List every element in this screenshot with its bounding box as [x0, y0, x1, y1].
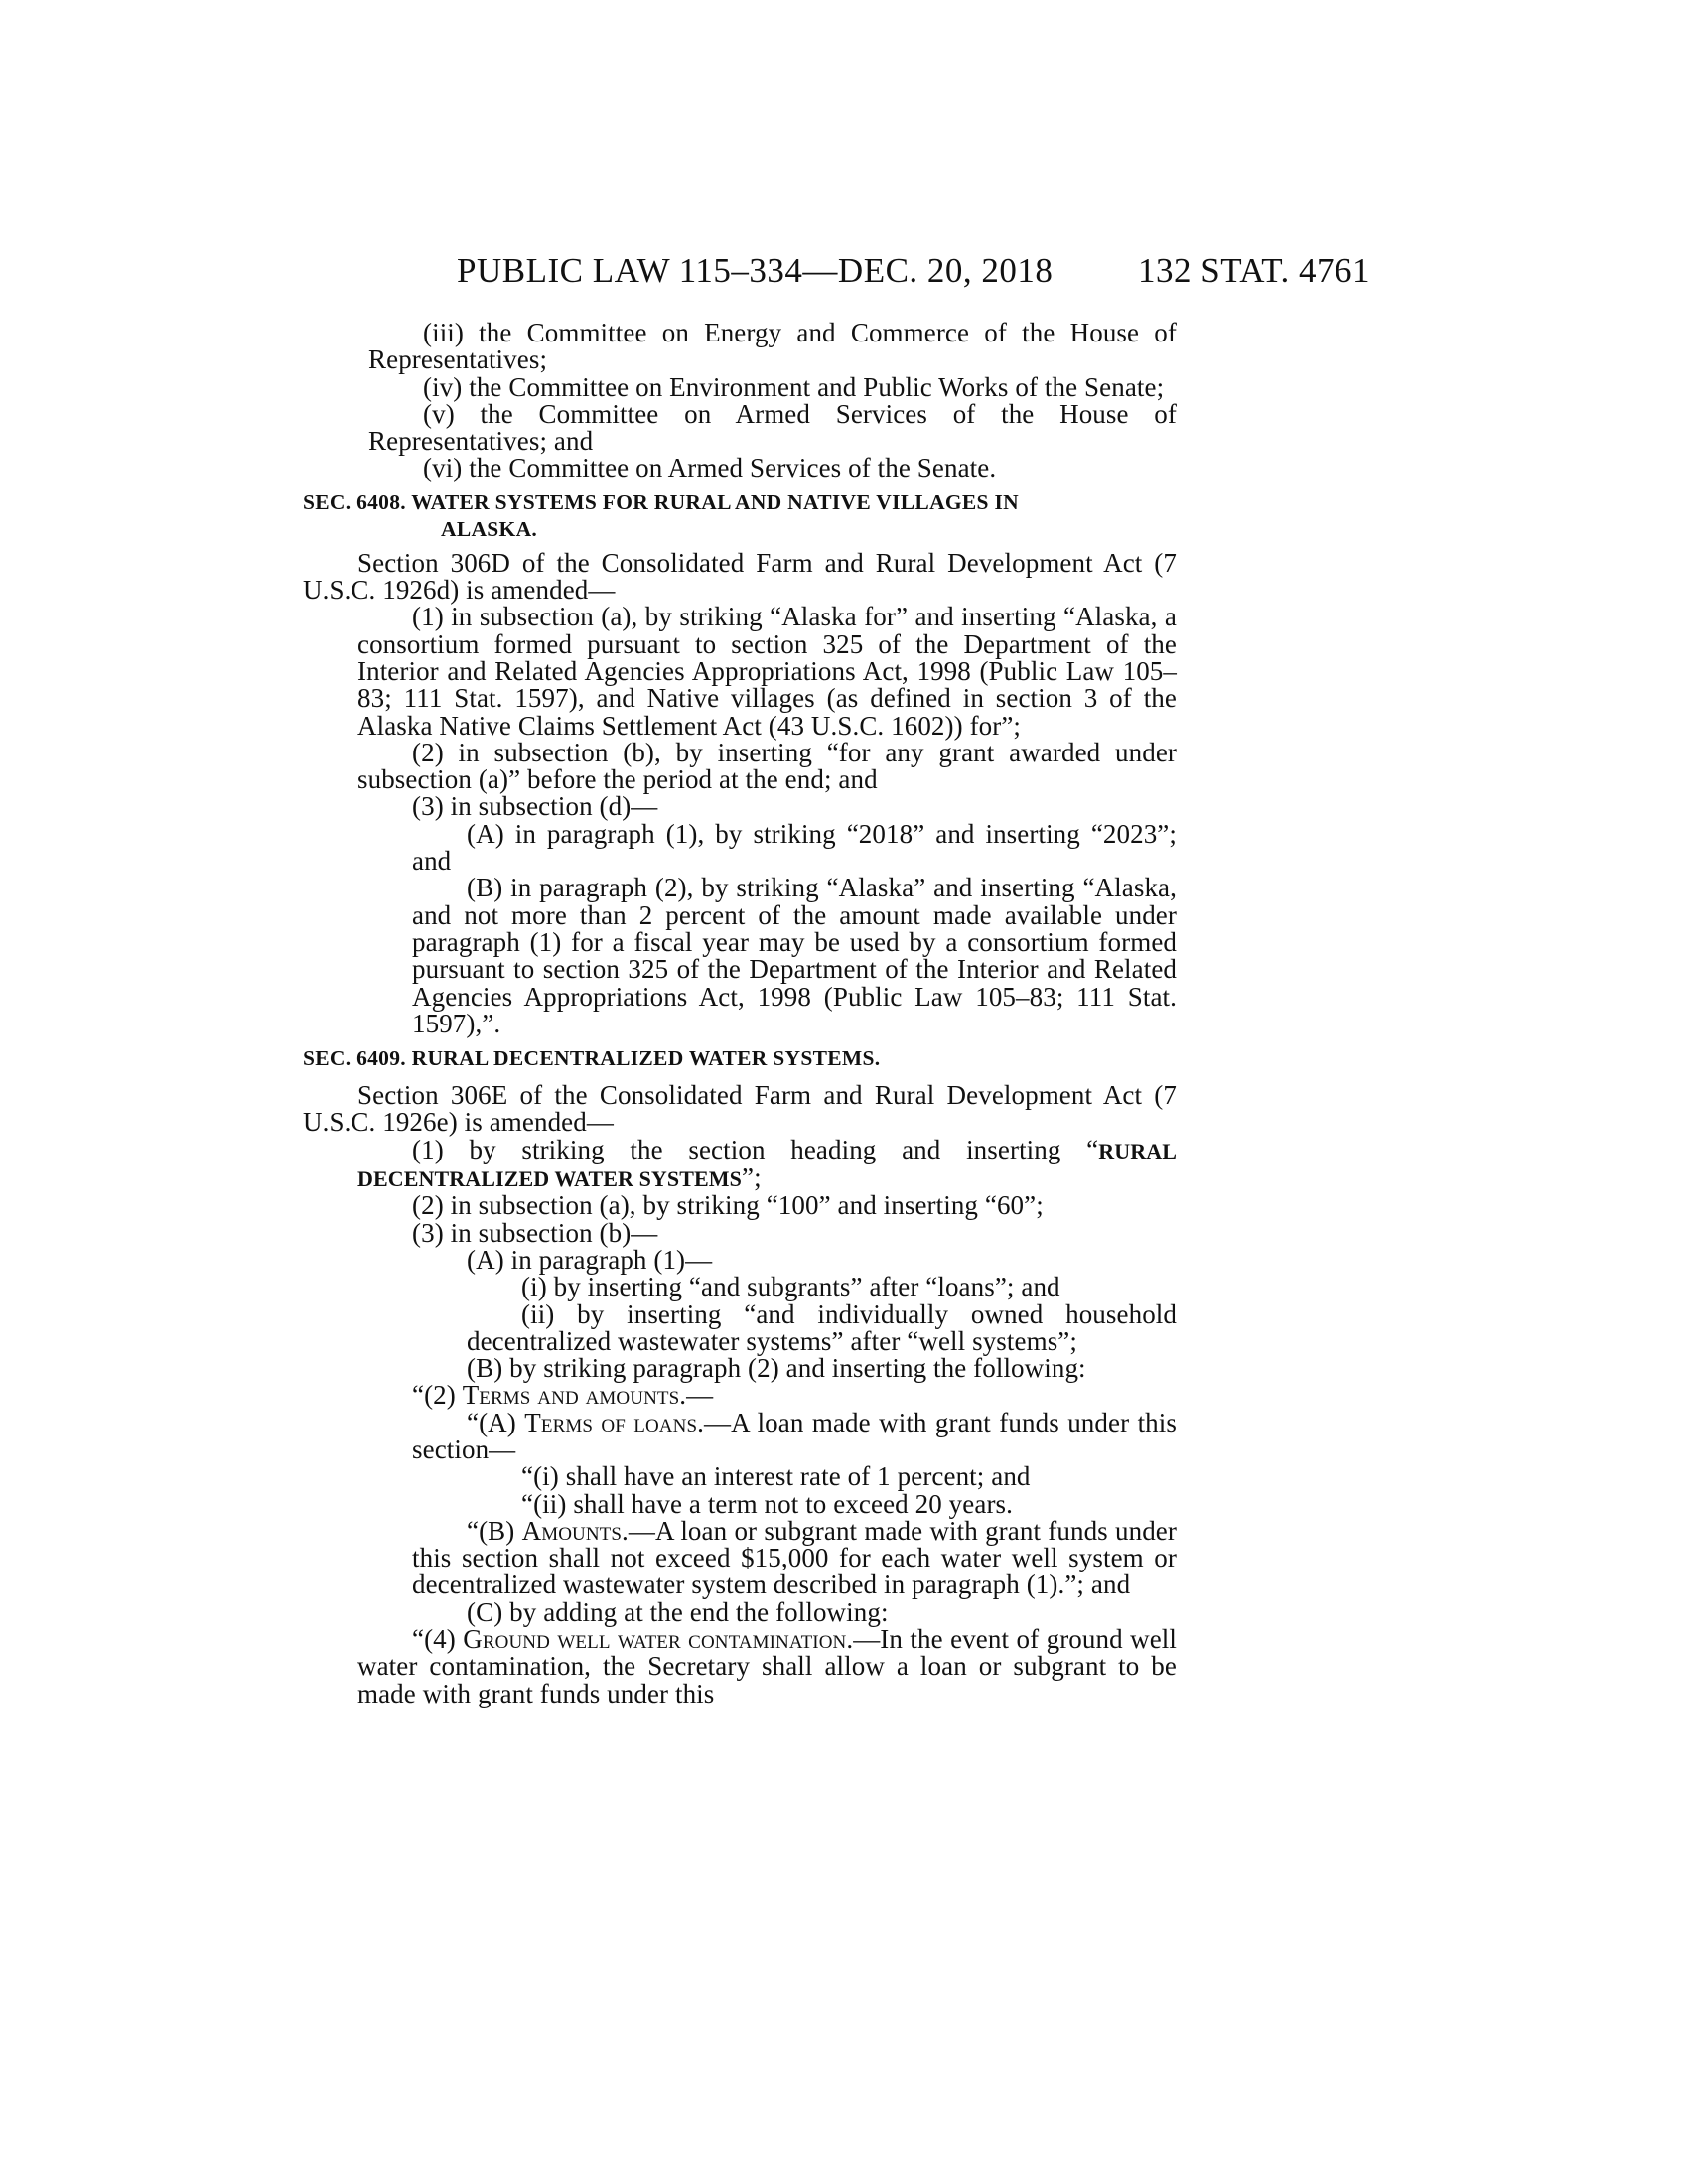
paragraph-text: ”;: [742, 1162, 762, 1193]
header-title: PUBLIC LAW 115–334—DEC. 20, 2018: [457, 251, 1054, 290]
paragraph: (C) by adding at the end the following:: [467, 1596, 889, 1627]
paragraph: (iv) the Committee on Environment and Public Works of the Senate;: [423, 371, 1165, 402]
paragraph: (2) in subsection (b), by inserting “for any grant awarded under subsection (a)” before the period at the end; and: [357, 737, 1177, 795]
paragraph-text: “(A): [467, 1407, 525, 1437]
paragraph: Section 306D of the Consolidated Farm and Rural Development Act (7 U.S.C. 1926d) is amended—: [303, 547, 1177, 606]
paragraph-text: .—A loan or subgrant made with grant funds under this section shall not exceed $15,000 for each water well system or decentralized wastewater system described in paragraph (1).”; and: [412, 1515, 1177, 1600]
paragraph: “(ii) shall have a term not to exceed 20 years.: [521, 1488, 1013, 1519]
section-heading: [303, 1045, 1177, 1072]
paragraph: (3) in subsection (d)—: [412, 791, 658, 822]
paragraph: (B) by striking paragraph (2) and inserting the following:: [467, 1353, 1086, 1384]
paragraph: (B) in paragraph (2), by striking “Alaska” and inserting “Alaska, and not more than 2 percent of the amount made available under paragraph (1) for a fiscal year may be used by a consortium formed pursuant to section 325 of the Department of the Interior and Related Agencies Appropriations Act, 1998 (Public Law 105–83; 111 Stat. 1597),”.: [412, 873, 1177, 1038]
paragraph-text: .—In the event of ground well water contamination, the Secretary shall allow a loan or subgrant to be made with grant funds under this: [357, 1624, 1177, 1708]
paragraph: (i) by inserting “and subgrants” after “loans”; and: [521, 1272, 1060, 1302]
paragraph-text: (1) by striking the section heading and inserting “: [412, 1134, 1099, 1164]
small-caps-heading: Ground well water contamination: [463, 1624, 847, 1655]
paragraph: [412, 1407, 1177, 1464]
section-heading-continuation: ALASKA.: [441, 516, 538, 541]
paragraph: (2) in subsection (a), by striking “100” and inserting “60”;: [412, 1190, 1044, 1221]
paragraph-text: “(B): [467, 1515, 522, 1546]
paragraph: (A) in paragraph (1), by striking “2018” and inserting “2023”; and: [412, 818, 1177, 877]
section-heading: [303, 489, 1177, 543]
paragraph: [412, 1382, 1177, 1409]
small-caps-heading: Amounts: [521, 1515, 623, 1546]
paragraph: (ii) by inserting “and individually owned household decentralized wastewater systems” after “well systems”;: [467, 1298, 1177, 1356]
section-heading-line: SEC. 6409. RURAL DECENTRALIZED WATER SYSTEMS.: [303, 1046, 881, 1071]
paragraph: [412, 1515, 1177, 1600]
paragraph: (iii) the Committee on Energy and Commerce of the House of Representatives;: [368, 318, 1177, 375]
paragraph: (v) the Committee on Armed Services of the House of Representatives; and: [368, 398, 1177, 457]
paragraph: (3) in subsection (b)—: [412, 1217, 658, 1248]
document-body: [303, 320, 1177, 1707]
paragraph: [357, 1626, 1177, 1707]
paragraph-text: .—A loan made with grant funds under this section—: [412, 1407, 1177, 1464]
paragraph-text: .—: [679, 1380, 714, 1411]
header-stat-page: 132 STAT. 4761: [1138, 251, 1370, 290]
paragraph: (A) in paragraph (1)—: [467, 1244, 713, 1275]
paragraph: [357, 1134, 1177, 1193]
bold-heading-text: RURAL DECENTRALIZED WATER SYSTEMS: [357, 1138, 1177, 1192]
paragraph: (vi) the Committee on Armed Services of the Senate.: [423, 453, 997, 483]
section-heading-line: SEC. 6408. WATER SYSTEMS FOR RURAL AND NATIVE VILLAGES IN: [303, 489, 1019, 514]
paragraph: Section 306E of the Consolidated Farm and Rural Development Act (7 U.S.C. 1926e) is amended—: [303, 1080, 1177, 1138]
small-caps-heading: Terms and amounts: [462, 1380, 680, 1411]
paragraph-text: “(2): [412, 1380, 463, 1411]
paragraph: (1) in subsection (a), by striking “Alaska for” and inserting “Alaska, a consortium formed pursuant to section 325 of the Department of the Interior and Related Agencies Appropriations Act, 1998 (Public Law 105–83; 111 Stat. 1597), and Native villages (as defined in section 3 of the Alaska Native Claims Settlement Act (43 U.S.C. 1602)) for”;: [357, 602, 1177, 741]
paragraph: “(i) shall have an interest rate of 1 percent; and: [521, 1461, 1031, 1492]
small-caps-heading: Terms of loans: [524, 1407, 698, 1437]
paragraph-text: “(4): [412, 1624, 464, 1655]
